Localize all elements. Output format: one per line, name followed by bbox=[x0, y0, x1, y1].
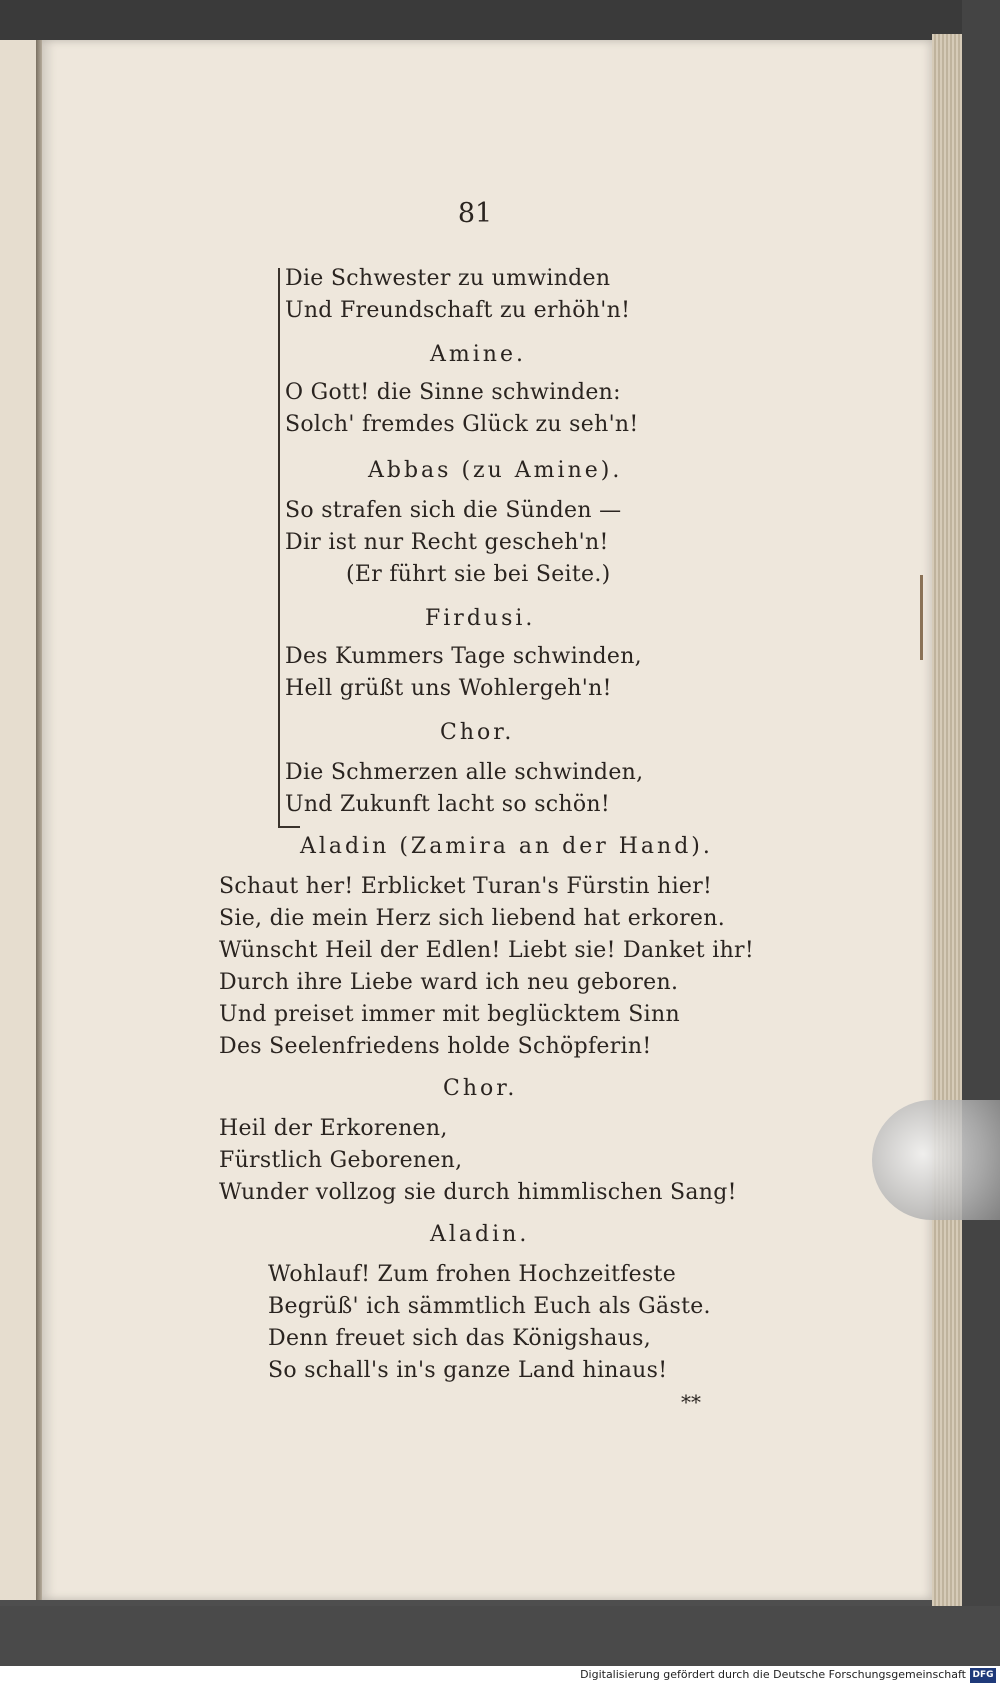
verse-line: Und Freundschaft zu erhöh'n! bbox=[285, 298, 631, 323]
speaker-heading: Aladin. bbox=[430, 1222, 530, 1247]
verse-line: Die Schwester zu umwinden bbox=[285, 266, 611, 291]
verse-line: Wünscht Heil der Edlen! Liebt sie! Danket ihr! bbox=[219, 938, 754, 963]
stage-direction: (Er führt sie bei Seite.) bbox=[346, 562, 611, 587]
speaker-heading: Chor. bbox=[443, 1076, 518, 1101]
verse-line: Schaut her! Erblicket Turan's Fürstin hier! bbox=[219, 874, 713, 899]
verse-line: Und preiset immer mit beglücktem Sinn bbox=[219, 1002, 680, 1027]
left-page-edge bbox=[0, 40, 38, 1600]
page-clip bbox=[872, 1100, 1000, 1220]
ensemble-bracket-foot bbox=[278, 826, 300, 828]
dfg-logo: DFG bbox=[970, 1668, 996, 1683]
verse-line: So strafen sich die Sünden — bbox=[285, 498, 622, 523]
bookmark-ribbon bbox=[920, 575, 923, 660]
verse-line: Und Zukunft lacht so schön! bbox=[285, 792, 611, 817]
verse-line: Wunder vollzog sie durch himmlischen Sang! bbox=[219, 1180, 737, 1205]
page-edges bbox=[932, 34, 962, 1606]
verse-line: Dir ist nur Recht gescheh'n! bbox=[285, 530, 609, 555]
verse-line: Hell grüßt uns Wohlergeh'n! bbox=[285, 676, 612, 701]
verse-line: Begrüß' ich sämmtlich Euch als Gäste. bbox=[268, 1294, 711, 1319]
verse-line: Denn freuet sich das Königshaus, bbox=[268, 1326, 651, 1351]
footer-credit: Digitalisierung gefördert durch die Deutsche Forschungsgemeinschaft bbox=[580, 1668, 966, 1681]
verse-line: Solch' fremdes Glück zu seh'n! bbox=[285, 412, 639, 437]
scan-background-top bbox=[0, 0, 1000, 40]
verse-line: So schall's in's ganze Land hinaus! bbox=[268, 1358, 668, 1383]
verse-line: Sie, die mein Herz sich liebend hat erkoren. bbox=[219, 906, 726, 931]
verse-line: Des Kummers Tage schwinden, bbox=[285, 644, 642, 669]
verse-line: Die Schmerzen alle schwinden, bbox=[285, 760, 644, 785]
verse-line: Des Seelenfriedens holde Schöpferin! bbox=[219, 1034, 652, 1059]
speaker-heading: Abbas (zu Amine). bbox=[368, 458, 623, 483]
ensemble-bracket bbox=[278, 268, 280, 828]
scan-background-bottom bbox=[0, 1606, 1000, 1666]
verse-line: Heil der Erkorenen, bbox=[219, 1116, 448, 1141]
page-number: 81 bbox=[457, 198, 493, 229]
verse-line: Wohlauf! Zum frohen Hochzeitfeste bbox=[268, 1262, 677, 1287]
footer-bar bbox=[0, 1666, 1000, 1686]
speaker-heading: Chor. bbox=[440, 720, 515, 745]
speaker-heading: Firdusi. bbox=[425, 606, 536, 631]
signature-mark: ** bbox=[681, 1390, 701, 1414]
speaker-heading: Amine. bbox=[430, 342, 526, 367]
verse-line: O Gott! die Sinne schwinden: bbox=[285, 380, 621, 405]
scan-background-right bbox=[962, 0, 1000, 1686]
verse-line: Durch ihre Liebe ward ich neu geboren. bbox=[219, 970, 679, 995]
speaker-heading: Aladin (Zamira an der Hand). bbox=[300, 834, 713, 859]
verse-line: Fürstlich Geborenen, bbox=[219, 1148, 463, 1173]
